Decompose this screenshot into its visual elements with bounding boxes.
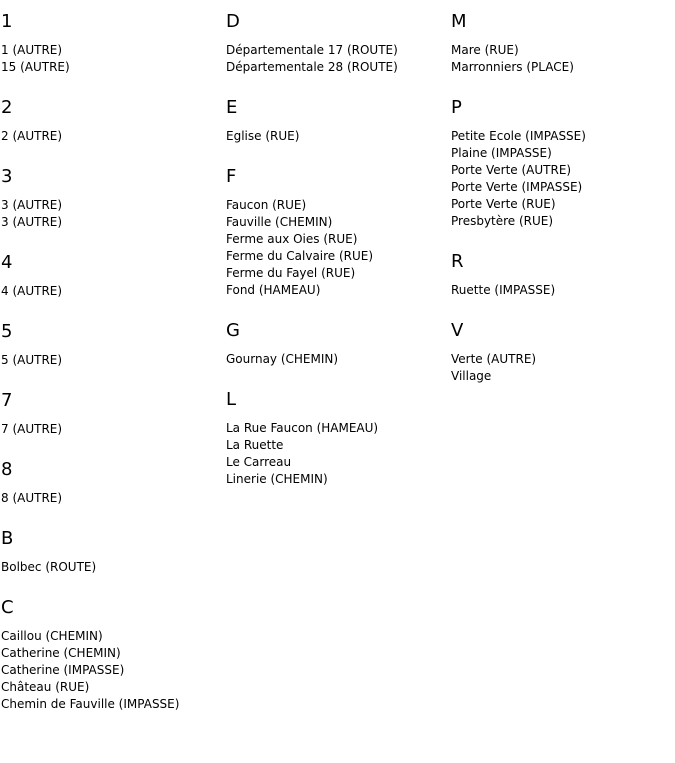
- street-entry: Départementale 17 (ROUTE): [226, 43, 398, 57]
- street-entry: 1 (AUTRE): [1, 43, 63, 57]
- letter-group: [226, 321, 446, 368]
- street-entry: Ferme du Fayel (RUE): [226, 266, 356, 280]
- street-entry: 7 (AUTRE): [1, 422, 63, 436]
- letter-group: [451, 252, 671, 299]
- street-list: [1, 628, 221, 713]
- letter-group: [1, 529, 221, 576]
- street-list: [1, 559, 221, 576]
- letter-heading: D: [226, 11, 240, 32]
- street-entry: La Ruette: [226, 438, 284, 452]
- letter-heading: V: [451, 320, 464, 341]
- street-entry: Eglise (RUE): [226, 129, 300, 143]
- street-entry: Fauville (CHEMIN): [226, 215, 333, 229]
- street-entry: Le Carreau: [226, 455, 292, 469]
- street-entry: Ferme du Calvaire (RUE): [226, 249, 374, 263]
- street-entry: Chemin de Fauville (IMPASSE): [1, 697, 180, 711]
- street-entry: Catherine (CHEMIN): [1, 646, 121, 660]
- street-entry: 2 (AUTRE): [1, 129, 63, 143]
- street-entry: 4 (AUTRE): [1, 284, 63, 298]
- letter-group: [451, 321, 671, 385]
- street-entry: Porte Verte (AUTRE): [451, 163, 572, 177]
- letter-group: [226, 390, 446, 488]
- street-list: [1, 197, 221, 231]
- street-entry: Plaine (IMPASSE): [451, 146, 552, 160]
- street-list: [451, 351, 671, 385]
- street-entry: Mare (RUE): [451, 43, 519, 57]
- street-entry: Château (RUE): [1, 680, 90, 694]
- letter-group: [1, 12, 221, 76]
- letter-heading: 7: [1, 390, 13, 411]
- letter-group: [226, 98, 446, 145]
- street-entry: 3 (AUTRE): [1, 215, 63, 229]
- letter-group: [226, 12, 446, 76]
- letter-group: [451, 98, 671, 230]
- street-entry: Ferme aux Oies (RUE): [226, 232, 358, 246]
- letter-heading: 5: [1, 321, 13, 342]
- letter-group: [226, 167, 446, 299]
- letter-heading: 1: [1, 11, 13, 32]
- letter-heading: P: [451, 97, 462, 118]
- letter-heading: G: [226, 320, 240, 341]
- street-entry: Verte (AUTRE): [451, 352, 537, 366]
- street-entry: Linerie (CHEMIN): [226, 472, 328, 486]
- letter-group: [1, 391, 221, 438]
- street-entry: Presbytère (RUE): [451, 214, 554, 228]
- street-list: [1, 490, 221, 507]
- letter-heading: E: [226, 97, 238, 118]
- street-entry: Catherine (IMPASSE): [1, 663, 125, 677]
- letter-heading: 8: [1, 459, 13, 480]
- street-entry: Faucon (RUE): [226, 198, 307, 212]
- letter-group: [1, 322, 221, 369]
- street-entry: 15 (AUTRE): [1, 60, 70, 74]
- letter-group: [1, 253, 221, 300]
- letter-heading: 2: [1, 97, 13, 118]
- letter-heading: C: [1, 597, 14, 618]
- letter-group: [1, 460, 221, 507]
- street-entry: 8 (AUTRE): [1, 491, 63, 505]
- street-list: [1, 421, 221, 438]
- street-entry: Bolbec (ROUTE): [1, 560, 97, 574]
- street-entry: La Rue Faucon (HAMEAU): [226, 421, 379, 435]
- street-list: [226, 351, 446, 368]
- street-list: [226, 420, 446, 488]
- street-entry: Fond (HAMEAU): [226, 283, 321, 297]
- street-list: [226, 42, 446, 76]
- letter-group: [451, 12, 671, 76]
- street-list: [1, 283, 221, 300]
- letter-group: [1, 598, 221, 713]
- street-list: [226, 128, 446, 145]
- street-list: [1, 352, 221, 369]
- letter-group: [1, 98, 221, 145]
- street-list: [1, 42, 221, 76]
- index-column: [226, 12, 446, 510]
- letter-heading: B: [1, 528, 14, 549]
- letter-heading: F: [226, 166, 237, 187]
- street-list: [226, 197, 446, 299]
- letter-group: [1, 167, 221, 231]
- street-entry: Ruette (IMPASSE): [451, 283, 556, 297]
- street-entry: Gournay (CHEMIN): [226, 352, 339, 366]
- street-entry: Marronniers (PLACE): [451, 60, 574, 74]
- index-column: [1, 12, 221, 735]
- index-column: [451, 12, 671, 407]
- street-entry: 3 (AUTRE): [1, 198, 63, 212]
- street-entry: Petite Ecole (IMPASSE): [451, 129, 586, 143]
- letter-heading: 3: [1, 166, 13, 187]
- street-entry: Caillou (CHEMIN): [1, 629, 103, 643]
- letter-heading: 4: [1, 252, 13, 273]
- letter-heading: R: [451, 251, 464, 272]
- street-entry: 5 (AUTRE): [1, 353, 63, 367]
- street-list: [451, 42, 671, 76]
- street-list: [1, 128, 221, 145]
- street-list: [451, 282, 671, 299]
- street-entry: Porte Verte (RUE): [451, 197, 556, 211]
- street-entry: Départementale 28 (ROUTE): [226, 60, 398, 74]
- street-list: [451, 128, 671, 230]
- letter-heading: M: [451, 11, 467, 32]
- street-entry: Porte Verte (IMPASSE): [451, 180, 583, 194]
- street-entry: Village: [451, 369, 492, 383]
- letter-heading: L: [226, 389, 237, 410]
